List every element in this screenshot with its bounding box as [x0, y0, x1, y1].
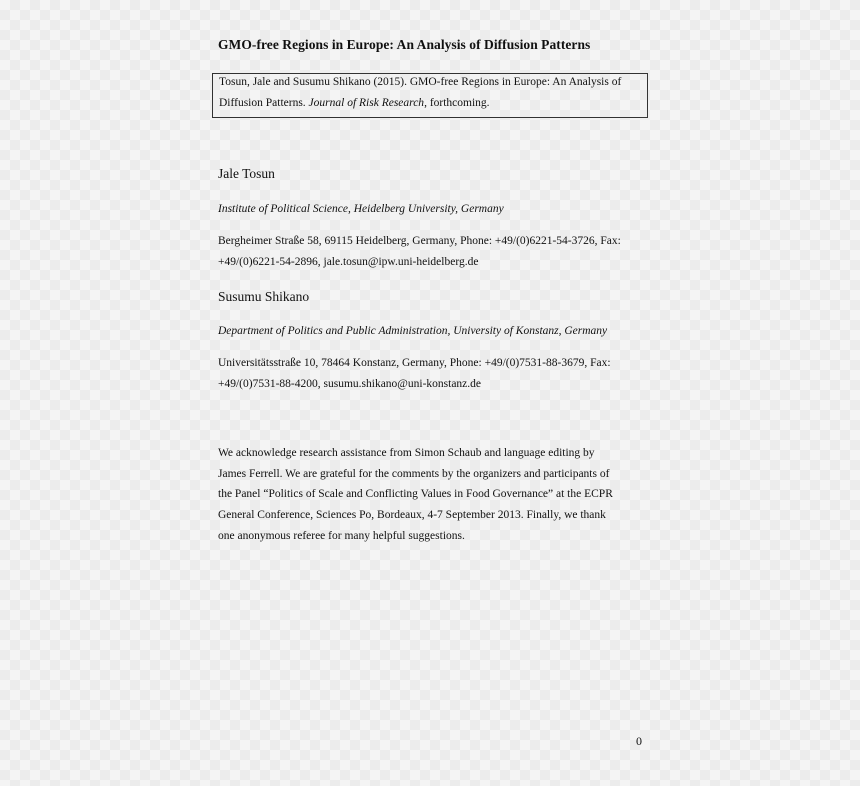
acknowledgement-line: General Conference, Sciences Po, Bordeaux, 4-7 September 2013. Finally, we thank — [218, 509, 606, 521]
acknowledgement-line: We acknowledge research assistance from Simon Schaub and language editing by — [218, 447, 595, 459]
author-name: Susumu Shikano — [218, 289, 310, 304]
author-address-line: +49/(0)7531-88-4200, susumu.shikano@uni-konstanz.de — [218, 378, 482, 390]
page-number: 0 — [636, 734, 642, 748]
author-address-line: Bergheimer Straße 58, 69115 Heidelberg, Germany, Phone: +49/(0)6221-54-3726, Fax: — [218, 235, 621, 247]
citation-suffix: , forthcoming. — [424, 97, 490, 109]
author-address-line: Universitätsstraße 10, 78464 Konstanz, Germany, Phone: +49/(0)7531-88-3679, Fax: — [218, 357, 611, 369]
author-address-line: +49/(0)6221-54-2896, jale.tosun@ipw.uni-heidelberg.de — [218, 256, 479, 268]
author-affiliation: Department of Politics and Public Administration, University of Konstanz, Germany — [218, 325, 608, 337]
citation-prefix: Diffusion Patterns. — [219, 97, 309, 109]
citation-box — [212, 73, 648, 118]
author-name: Jale Tosun — [218, 166, 275, 181]
citation-line-1: Tosun, Jale and Susumu Shikano (2015). GMO-free Regions in Europe: An Analysis of — [219, 76, 622, 88]
paper-title: GMO-free Regions in Europe: An Analysis of Diffusion Patterns — [218, 37, 591, 52]
acknowledgement-line: the Panel “Politics of Scale and Conflicting Values in Food Governance” at the ECPR — [218, 488, 613, 500]
acknowledgement-line: one anonymous referee for many helpful suggestions. — [218, 530, 465, 542]
citation-line-2 — [219, 97, 490, 109]
acknowledgement-line: James Ferrell. We are grateful for the comments by the organizers and participants of — [218, 468, 610, 480]
citation-journal: Journal of Risk Research — [308, 97, 425, 109]
author-affiliation: Institute of Political Science, Heidelberg University, Germany — [218, 203, 504, 215]
